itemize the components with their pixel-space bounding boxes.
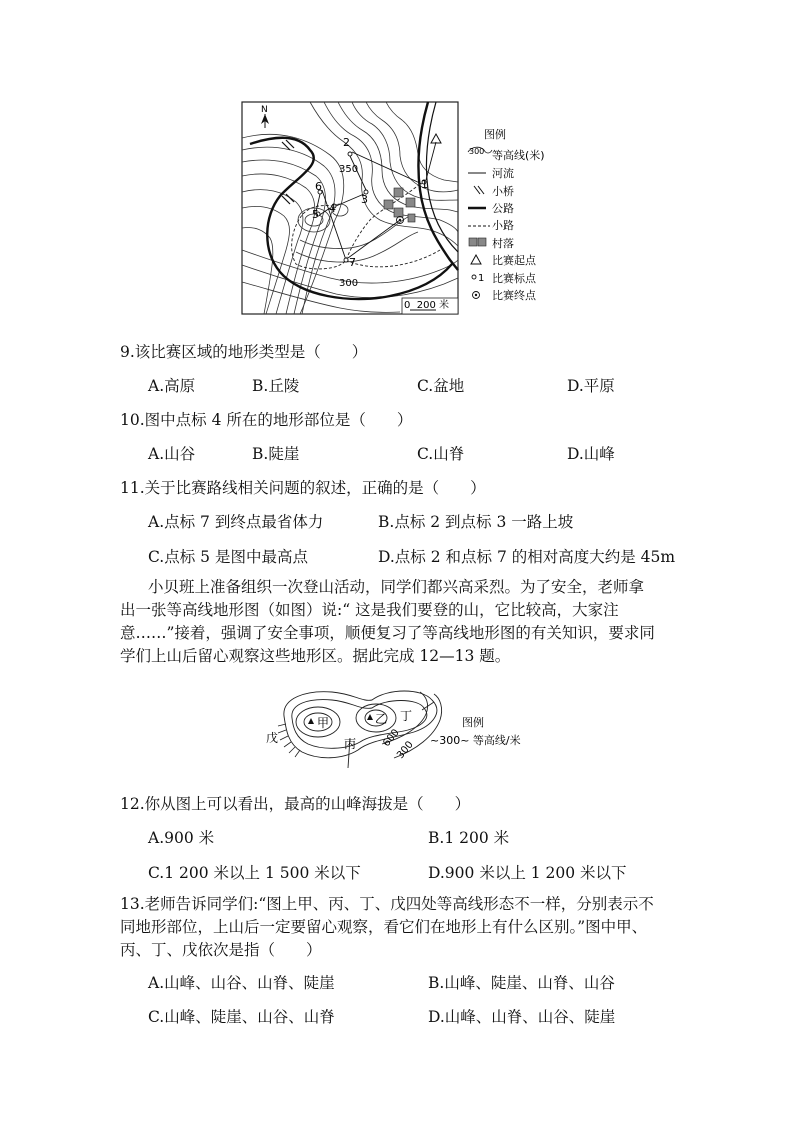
q12-option-b[interactable]: B.1 200 米 (428, 829, 510, 847)
q10-option-a[interactable]: A.山谷 (148, 445, 196, 463)
label-jia: 甲 (317, 716, 330, 730)
point-label-2: 2 (343, 136, 350, 149)
contour-label-600: 600 (381, 727, 402, 750)
label-wu: 戊 (266, 731, 279, 745)
point-label-5: 5 (312, 208, 319, 221)
q11-option-b[interactable]: B.点标 2 到点标 3 一路上坡 (378, 513, 574, 531)
mountain-contour-map (262, 680, 552, 780)
legend-item-village: 村落 (492, 237, 514, 250)
scale-label: 0 200 米 (404, 300, 449, 311)
q11-stem: 11.关于比赛路线相关问题的叙述，正确的是（ ） (120, 479, 486, 497)
q12-option-d[interactable]: D.900 米以上 1 200 米以下 (428, 864, 627, 882)
legend-item-trail: 小路 (492, 219, 514, 232)
passage-line-1: 小贝班上准备组织一次登山活动，同学们都兴高采烈。为了安全，老师拿 (148, 578, 645, 596)
label-yi: 乙 (375, 712, 388, 726)
q13-stem-line-3: 丙、丁、戊依次是指（ ） (120, 941, 322, 959)
finish-dot-icon (399, 219, 401, 221)
legend-item-river: 河流 (492, 167, 514, 180)
legend-title: 图例 (484, 128, 506, 141)
ridge-line (422, 702, 434, 710)
point-label-3: 3 (361, 193, 368, 206)
q12-option-a[interactable]: A.900 米 (148, 829, 215, 847)
passage-line-4: 学们上山后留心观察这些地形区。据此完成 12—13 题。 (120, 647, 511, 665)
north-label: N (261, 105, 268, 115)
label-ding: 丁 (400, 709, 413, 723)
q13-option-d[interactable]: D.山峰、山脊、山谷、陡崖 (428, 1008, 616, 1026)
q9-option-c[interactable]: C.盆地 (417, 377, 465, 395)
q10-stem: 10.图中点标 4 所在的地形部位是（ ） (120, 411, 413, 429)
q13-option-c[interactable]: C.山峰、陡崖、山谷、山脊 (148, 1008, 335, 1026)
legend-item-checkpoint: 比赛标点 (492, 272, 536, 285)
contour-label-350: 350 (339, 164, 359, 175)
point-label-1: 1 (421, 178, 428, 191)
q10-option-b[interactable]: B.陡崖 (252, 445, 300, 463)
map1-legend (468, 127, 545, 302)
q13-stem-line-2: 同地形部位，上山后一定要留心观察，看它们在地形上有什么区别。”图中甲、 (120, 918, 648, 936)
legend-item-start: 比赛起点 (492, 254, 536, 267)
start-triangle-icon (431, 134, 441, 143)
legend-village-icon (469, 238, 477, 246)
trail-east (346, 250, 440, 267)
passage-line-3: 意……”接着，强调了安全事项，顺便复习了等高线地形图的有关知识，要求同 (120, 624, 655, 642)
point-label-7: 7 (349, 256, 356, 269)
q13-option-b[interactable]: B.山峰、陡崖、山脊、山谷 (428, 974, 615, 992)
legend-start-icon (471, 255, 481, 264)
q13-option-a[interactable]: A.山峰、山谷、山脊、陡崖 (148, 974, 335, 992)
peak-jia-icon (308, 718, 314, 724)
contour-label-300: 300 (339, 278, 359, 289)
q13-stem-line-1: 13.老师告诉同学们:“图上甲、丙、丁、戊四处等高线形态不一样，分别表示不 (120, 895, 654, 913)
orienteering-contour-map (240, 100, 560, 318)
legend-item-highway: 公路 (492, 202, 514, 215)
q9-option-a[interactable]: A.高原 (148, 377, 196, 395)
q11-option-a[interactable]: A.点标 7 到终点最省体力 (148, 513, 324, 531)
point-label-6: 6 (315, 180, 322, 193)
legend-item-finish: 比赛终点 (492, 289, 536, 302)
legend-village-icon-2 (478, 238, 486, 246)
q12-option-c[interactable]: C.1 200 米以上 1 500 米以下 (148, 864, 361, 882)
q9-stem: 9.该比赛区域的地形类型是（ ） (120, 343, 368, 361)
q9-option-b[interactable]: B.丘陵 (252, 377, 300, 395)
q9-option-d[interactable]: D.平原 (567, 377, 615, 395)
q10-option-d[interactable]: D.山峰 (567, 445, 615, 463)
legend-item-contour: 等高线(米) (492, 149, 545, 162)
north-arrow-icon (261, 114, 269, 128)
q12-stem: 12.你从图上可以看出，最高的山峰海拔是（ ） (120, 795, 471, 813)
highway (250, 138, 452, 299)
point-label-4: 4 (329, 202, 336, 215)
passage-line-2: 出一张等高线地形图（如图）说:“ 这是我们要登的山，它比较高，大家注 (120, 601, 619, 619)
contour-label-300: 300 (395, 739, 416, 762)
q11-option-c[interactable]: C.点标 5 是图中最高点 (148, 548, 308, 566)
label-bing: 丙 (344, 737, 357, 751)
q11-option-d[interactable]: D.点标 2 和点标 7 的相对高度大约是 45m (378, 548, 676, 566)
map2-legend-title: 图例 (462, 716, 484, 729)
q10-option-c[interactable]: C.山脊 (417, 445, 465, 463)
legend-finish-dot-icon (475, 294, 477, 296)
peak-yi-icon (367, 714, 373, 720)
legend-bridge-icon (474, 186, 484, 194)
cliff-hatching (278, 724, 300, 757)
legend-contour-sample: 300 (469, 147, 485, 156)
map2-legend-item: ~300~ 等高线/米 (430, 734, 521, 747)
legend-marker-sample: 1 (478, 273, 485, 284)
legend-checkpoint-icon (472, 275, 476, 279)
legend-item-bridge: 小桥 (492, 185, 514, 198)
